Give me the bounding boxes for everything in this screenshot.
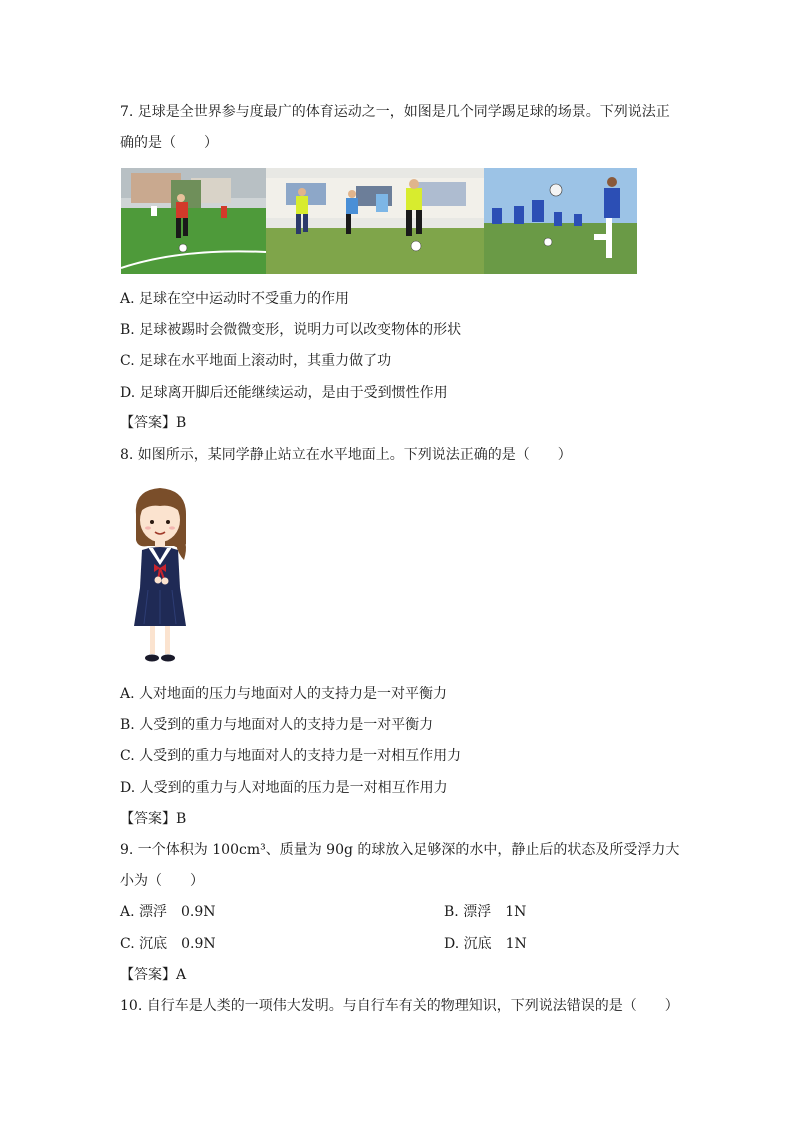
question-8-option-a: A. 人对地面的压力与地面对人的支持力是一对平衡力: [120, 686, 448, 702]
question-9-stem-line2: 小为（ ）: [120, 873, 204, 889]
question-7-stem-line2: 确的是（ ）: [120, 135, 218, 151]
schoolgirl-illustration: [128, 484, 194, 666]
question-7-option-a: A. 足球在空中运动时不受重力的作用: [120, 291, 350, 307]
soccer-photo-right: [484, 168, 637, 274]
question-7-option-c: C. 足球在水平地面上滚动时，其重力做了功: [120, 353, 392, 369]
question-9-option-d: D. 沉底 1N: [444, 936, 527, 952]
question-8-option-b: B. 人受到的重力与地面对人的支持力是一对平衡力: [120, 717, 434, 733]
question-9-option-c: C. 沉底 0.9N: [120, 936, 216, 952]
question-7-option-b: B. 足球被踢时会微微变形，说明力可以改变物体的形状: [120, 322, 462, 338]
soccer-photo-middle: [266, 168, 484, 274]
question-8-answer: 【答案】B: [120, 811, 187, 827]
question-9-stem-line1: 9. 一个体积为 100cm³、质量为 90g 的球放入足够深的水中，静止后的状态及所受浮力大: [120, 842, 680, 858]
question-8-option-d: D. 人受到的重力与人对地面的压力是一对相互作用力: [120, 780, 448, 796]
question-9-option-a: A. 漂浮 0.9N: [120, 904, 216, 920]
question-8-stem: 8. 如图所示，某同学静止站立在水平地面上。下列说法正确的是（ ）: [120, 447, 572, 463]
question-7-answer: 【答案】B: [120, 415, 187, 431]
question-10-stem: 10. 自行车是人类的一项伟大发明。与自行车有关的物理知识，下列说法错误的是（ ）: [120, 998, 679, 1014]
question-9-answer: 【答案】A: [120, 967, 187, 983]
soccer-photo-left: [121, 168, 266, 274]
question-7-stem-line1: 7. 足球是全世界参与度最广的体育运动之一，如图是几个同学踢足球的场景。下列说法正: [120, 104, 670, 120]
question-8-option-c: C. 人受到的重力与地面对人的支持力是一对相互作用力: [120, 748, 462, 764]
question-7-option-d: D. 足球离开脚后还能继续运动，是由于受到惯性作用: [120, 385, 448, 401]
question-9-option-b: B. 漂浮 1N: [444, 904, 527, 920]
